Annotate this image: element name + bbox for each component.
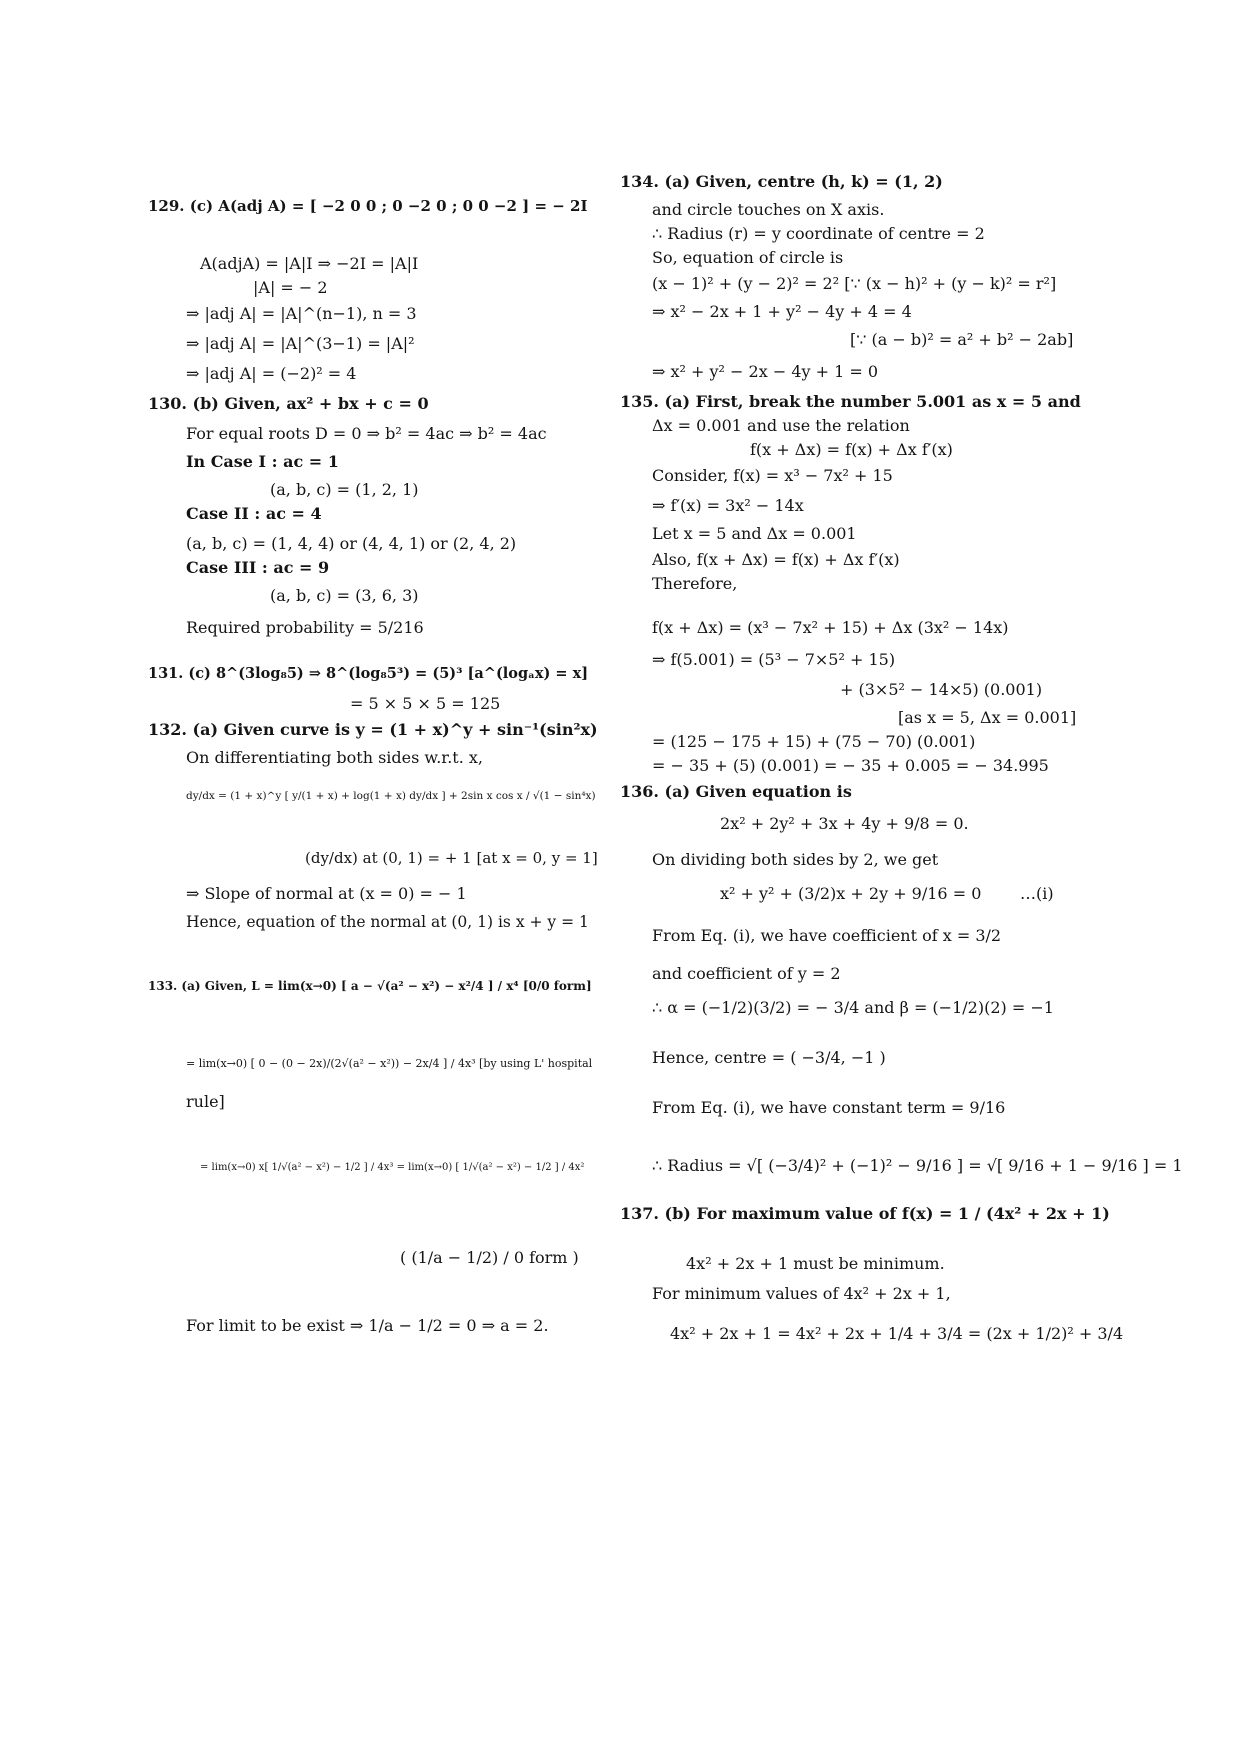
q135-line: + (3×5² − 14×5) (0.001) xyxy=(840,680,1043,699)
q133-line: rule] xyxy=(186,1092,225,1111)
q130-line: Case III : ac = 9 xyxy=(186,558,330,577)
q133-line: = lim(x→0) x[ 1/√(a² − x²) − 1/2 ] / 4x³ = lim(x→0) [ 1/√(a² − x²) − 1/2 ] / 4x² xyxy=(200,1162,585,1173)
q133-line: ( (1/a − 1/2) / 0 form ) xyxy=(400,1248,579,1267)
q130-line: In Case I : ac = 1 xyxy=(186,452,339,471)
q132-line: ⇒ Slope of normal at (x = 0) = − 1 xyxy=(186,884,467,903)
q135-line: ⇒ f′(x) = 3x² − 14x xyxy=(652,496,804,515)
q134-line: ⇒ x² + y² − 2x − 4y + 1 = 0 xyxy=(652,362,879,381)
q136-line: From Eq. (i), we have constant term = 9/16 xyxy=(652,1098,1006,1117)
q130-line: (a, b, c) = (1, 4, 4) or (4, 4, 1) or (2, 4, 2) xyxy=(186,534,517,553)
q135-line: [as x = 5, Δx = 0.001] xyxy=(898,708,1077,727)
q135-line: Therefore, xyxy=(652,574,738,593)
q135-line: Let x = 5 and Δx = 0.001 xyxy=(652,524,857,543)
q133-line: = lim(x→0) [ 0 − (0 − 2x)/(2√(a² − x²)) − 2x/4 ] / 4x³ [by using L' hospital xyxy=(186,1057,593,1070)
q136-line: Hence, centre = ( −3/4, −1 ) xyxy=(652,1048,886,1067)
q137-line: 4x² + 2x + 1 must be minimum. xyxy=(686,1254,945,1273)
q132-header: 132. (a) Given curve is y = (1 + x)^y + sin⁻¹(sin²x) xyxy=(148,720,598,739)
q134-line: ⇒ x² − 2x + 1 + y² − 4y + 4 = 4 xyxy=(652,302,912,321)
q137-line: For minimum values of 4x² + 2x + 1, xyxy=(652,1284,951,1303)
q129-line: A(adjA) = |A|I ⇒ −2I = |A|I xyxy=(200,254,419,273)
q136-line: ∴ α = (−1/2)(3/2) = − 3/4 and β = (−1/2)(2) = −1 xyxy=(652,998,1054,1017)
q135-header: 135. (a) First, break the number 5.001 as x = 5 and xyxy=(620,392,1081,411)
q136-line: and coefficient of y = 2 xyxy=(652,964,841,983)
q135-line: = (125 − 175 + 15) + (75 − 70) (0.001) xyxy=(652,732,976,751)
q136-line: From Eq. (i), we have coefficient of x = 3/2 xyxy=(652,926,1002,945)
q131-line: = 5 × 5 × 5 = 125 xyxy=(350,694,501,713)
q132-line: On differentiating both sides w.r.t. x, xyxy=(186,748,483,767)
q135-line: f(x + Δx) = (x³ − 7x² + 15) + Δx (3x² − 14x) xyxy=(652,618,1009,637)
q136-line: x² + y² + (3/2)x + 2y + 9/16 = 0 xyxy=(720,884,982,903)
q134-header: 134. (a) Given, centre (h, k) = (1, 2) xyxy=(620,172,943,191)
q129-header: 129. (c) A(adj A) = [ −2 0 0 ; 0 −2 0 ; 0 0 −2 ] = − 2I xyxy=(148,197,588,215)
q134-line: [∵ (a − b)² = a² + b² − 2ab] xyxy=(850,330,1074,349)
q135-line: Also, f(x + Δx) = f(x) + Δx f′(x) xyxy=(652,550,900,569)
q130-header: 130. (b) Given, ax² + bx + c = 0 xyxy=(148,394,429,413)
q129-line: ⇒ |adj A| = |A|^(n−1), n = 3 xyxy=(186,304,417,323)
q136-line: ∴ Radius = √[ (−3/4)² + (−1)² − 9/16 ] = √[ 9/16 + 1 − 9/16 ] = 1 xyxy=(652,1156,1183,1175)
q130-line: Required probability = 5/216 xyxy=(186,618,424,637)
q135-line: f(x + Δx) = f(x) + Δx f′(x) xyxy=(750,440,953,459)
q133-line: For limit to be exist ⇒ 1/a − 1/2 = 0 ⇒ a = 2. xyxy=(186,1316,549,1335)
q134-line: and circle touches on X axis. xyxy=(652,200,885,219)
q132-line: (dy/dx) at (0, 1) = + 1 [at x = 0, y = 1] xyxy=(305,849,598,867)
q130-line: (a, b, c) = (1, 2, 1) xyxy=(270,480,419,499)
q135-line: Δx = 0.001 and use the relation xyxy=(652,416,910,435)
q136-line: 2x² + 2y² + 3x + 4y + 9/8 = 0. xyxy=(720,814,969,833)
q134-line: (x − 1)² + (y − 2)² = 2² [∵ (x − h)² + (y − k)² = r²] xyxy=(652,274,1057,293)
q132-line: dy/dx = (1 + x)^y [ y/(1 + x) + log(1 + x) dy/dx ] + 2sin x cos x / √(1 − sin⁴x) xyxy=(186,790,596,802)
q134-line: ∴ Radius (r) = y coordinate of centre = 2 xyxy=(652,224,985,243)
q132-line: Hence, equation of the normal at (0, 1) is x + y = 1 xyxy=(186,913,589,931)
q136-header: 136. (a) Given equation is xyxy=(620,782,852,801)
q135-line: Consider, f(x) = x³ − 7x² + 15 xyxy=(652,466,893,485)
q130-line: Case II : ac = 4 xyxy=(186,504,322,523)
q133-header: 133. (a) Given, L = lim(x→0) [ a − √(a² − x²) − x²/4 ] / x⁴ [0/0 form] xyxy=(148,979,592,993)
q130-line: (a, b, c) = (3, 6, 3) xyxy=(270,586,419,605)
q130-line: For equal roots D = 0 ⇒ b² = 4ac ⇒ b² = 4ac xyxy=(186,424,547,443)
q135-line: = − 35 + (5) (0.001) = − 35 + 0.005 = − 34.995 xyxy=(652,756,1049,775)
q129-line: |A| = − 2 xyxy=(253,278,328,297)
q136-equation-ref: …(i) xyxy=(1020,884,1054,903)
q129-line: ⇒ |adj A| = (−2)² = 4 xyxy=(186,364,357,383)
q137-line: 4x² + 2x + 1 = 4x² + 2x + 1/4 + 3/4 = (2x + 1/2)² + 3/4 xyxy=(670,1324,1124,1343)
q131-header: 131. (c) 8^(3log₈5) ⇒ 8^(log₈5³) = (5)³ [a^(logₐx) = x] xyxy=(148,665,589,682)
q129-line: ⇒ |adj A| = |A|^(3−1) = |A|² xyxy=(186,334,415,353)
q137-header: 137. (b) For maximum value of f(x) = 1 / (4x² + 2x + 1) xyxy=(620,1204,1110,1223)
q134-line: So, equation of circle is xyxy=(652,248,844,267)
q136-line: On dividing both sides by 2, we get xyxy=(652,850,939,869)
q135-line: ⇒ f(5.001) = (5³ − 7×5² + 15) xyxy=(652,650,896,669)
